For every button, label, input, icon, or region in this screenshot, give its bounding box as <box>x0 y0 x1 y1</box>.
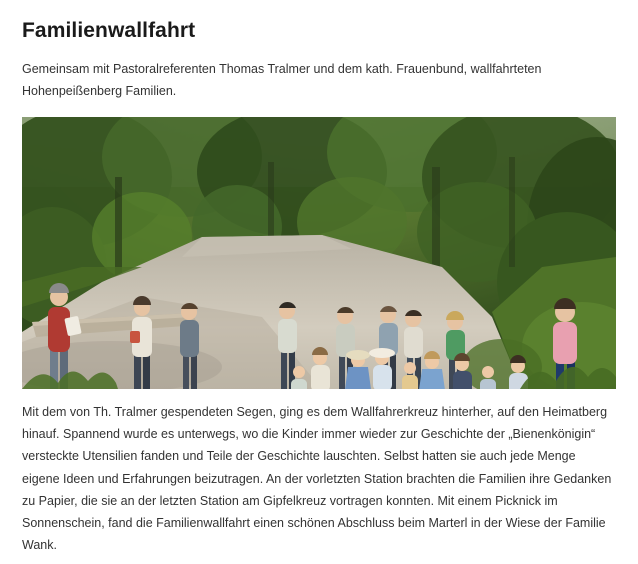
photo-illustration <box>22 117 616 389</box>
page-title: Familienwallfahrt <box>22 19 196 42</box>
lead-paragraph: Gemeinsam mit Pastoralreferenten Thomas Tralmer und dem kath. Frauenbund, wallfahrteten Hohenpeißenberg Familien. <box>22 62 542 99</box>
body-paragraph: Mit dem von Th. Tralmer gespendeten Segen, ging es dem Wallfahrerkreuz hinterher, auf den Heimatberg hinauf. Spannend wurde es unterwegs, wo die Kinder immer wieder zur Geschichte der „Bienenkönigin“ versteckte Utensilien fanden und Teile der Geschichte lauschten. Selbst hatten sie auch jede Menge eigene Ideen und Erfahrungen beizutragen. An der vorletzten Station brachten die Familien ihre Gedanken zu Papier, die sie an der letzten Station am Gipfelkreuz vortragen konnten. Mit einem Picknick im Sonnenschein, fand die Familienwallfahrt einen schönen Abschluss beim Marterl in der Wiese der Familie Wank. <box>22 404 612 553</box>
article-photo <box>22 117 616 389</box>
